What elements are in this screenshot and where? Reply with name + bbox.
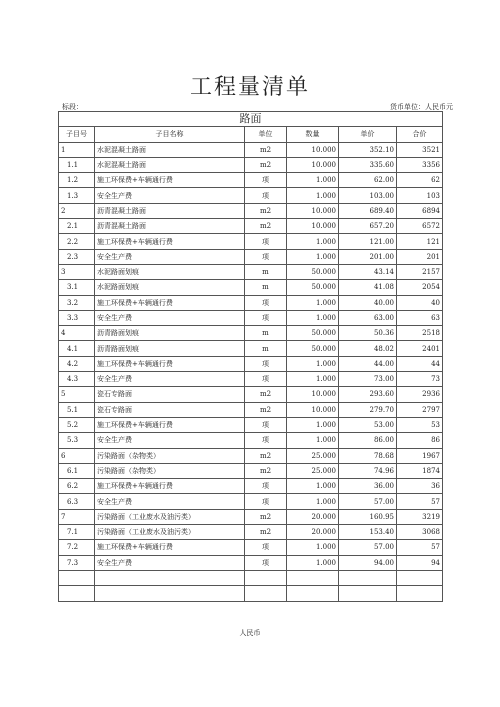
table-row [59, 203, 443, 218]
table-row [59, 310, 443, 325]
cell-item-name: 沥青路面划痕 [95, 326, 245, 341]
cell-item-no: 4.2 [59, 356, 95, 371]
table-row [59, 479, 443, 494]
cell-item-name: 施工环保费+车辆通行费 [95, 173, 245, 188]
cell-item-no: 7.3 [59, 555, 95, 570]
footer-currency: 人民币 [239, 629, 261, 637]
cell-item-name: 施工环保费+车辆通行费 [95, 479, 245, 494]
table-body [59, 142, 443, 601]
cell-unit-price: 86.00 [339, 433, 397, 448]
table-row [59, 341, 443, 356]
cell-unit: 项 [245, 356, 287, 371]
cell-item-no: 3.2 [59, 295, 95, 310]
cell-item-no: 5.3 [59, 433, 95, 448]
cell-item-no: 4.3 [59, 372, 95, 387]
cell-item-no: 1.2 [59, 173, 95, 188]
cell-item-no: 5 [59, 387, 95, 402]
table-section-row [59, 112, 443, 127]
cell-unit-price: 43.14 [339, 264, 397, 279]
cell-unit-price: 41.08 [339, 280, 397, 295]
cell-quantity: 1.000 [287, 417, 339, 432]
cell-item-no [59, 570, 95, 585]
cell-unit: 项 [245, 249, 287, 264]
cell-item-name: 安全生产费 [95, 433, 245, 448]
table-row [59, 509, 443, 524]
cell-item-no: 6 [59, 448, 95, 463]
cell-quantity: 1.000 [287, 372, 339, 387]
cell-unit: 项 [245, 310, 287, 325]
cell-item-no: 4.1 [59, 341, 95, 356]
cell-unit-price: 279.70 [339, 402, 397, 417]
table-row [59, 188, 443, 203]
cell-item-name: 沥青混凝土路面 [95, 219, 245, 234]
table-row [59, 525, 443, 540]
cell-unit-price: 57.00 [339, 540, 397, 555]
cell-total: 40 [397, 295, 443, 310]
cell-item-name: 安全生产费 [95, 372, 245, 387]
cell-total: 73 [397, 372, 443, 387]
cell-item-name [95, 570, 245, 585]
table-row [59, 280, 443, 295]
cell-unit-price: 74.96 [339, 463, 397, 478]
cell-item-name: 安全生产费 [95, 555, 245, 570]
table-row [59, 570, 443, 585]
table-row [59, 295, 443, 310]
cell-item-name: 污染路面（杂物类） [95, 448, 245, 463]
cell-quantity: 10.000 [287, 387, 339, 402]
cell-item-no: 6.2 [59, 479, 95, 494]
cell-unit [245, 586, 287, 601]
cell-unit: 项 [245, 479, 287, 494]
section-label: 标段： [62, 103, 83, 111]
cell-unit-price: 53.00 [339, 417, 397, 432]
cell-unit-price: 657.20 [339, 219, 397, 234]
table-row [59, 219, 443, 234]
cell-item-name: 水泥路面划痕 [95, 280, 245, 295]
cell-quantity: 50.000 [287, 326, 339, 341]
cell-unit-price [339, 586, 397, 601]
cell-unit-price: 335.60 [339, 157, 397, 172]
cell-unit-price: 48.02 [339, 341, 397, 356]
cell-item-name: 施工环保费+车辆通行费 [95, 295, 245, 310]
header-total: 合价 [397, 127, 443, 142]
cell-total: 201 [397, 249, 443, 264]
table-row [59, 448, 443, 463]
cell-item-no: 7 [59, 509, 95, 524]
cell-quantity: 25.000 [287, 463, 339, 478]
cell-unit: m [245, 264, 287, 279]
table-row [59, 157, 443, 172]
cell-total: 1874 [397, 463, 443, 478]
cell-quantity: 25.000 [287, 448, 339, 463]
cell-unit-price: 201.00 [339, 249, 397, 264]
cell-total: 1967 [397, 448, 443, 463]
cell-quantity: 1.000 [287, 479, 339, 494]
table-row [59, 433, 443, 448]
table-row [59, 249, 443, 264]
cell-quantity: 1.000 [287, 555, 339, 570]
cell-unit: m2 [245, 463, 287, 478]
cell-total: 3068 [397, 525, 443, 540]
cell-item-name: 施工环保费+车辆通行费 [95, 417, 245, 432]
cell-total: 53 [397, 417, 443, 432]
cell-total: 2936 [397, 387, 443, 402]
table-row [59, 234, 443, 249]
cell-unit: m2 [245, 387, 287, 402]
cell-quantity: 50.000 [287, 341, 339, 356]
cell-quantity: 10.000 [287, 203, 339, 218]
cell-total: 2518 [397, 326, 443, 341]
cell-item-name: 瓷石专路面 [95, 402, 245, 417]
cell-unit: m [245, 326, 287, 341]
header-item-no: 子目号 [59, 127, 95, 142]
cell-unit-price: 36.00 [339, 479, 397, 494]
cell-quantity: 10.000 [287, 142, 339, 157]
cell-unit: m2 [245, 142, 287, 157]
table-row [59, 463, 443, 478]
cell-unit-price: 121.00 [339, 234, 397, 249]
cell-item-name: 水泥路面划痕 [95, 264, 245, 279]
header-item-name: 子目名称 [95, 127, 245, 142]
cell-unit-price: 62.00 [339, 173, 397, 188]
quantities-table [58, 111, 443, 602]
cell-item-no [59, 586, 95, 601]
cell-total: 2157 [397, 264, 443, 279]
cell-unit: m2 [245, 448, 287, 463]
table-row [59, 326, 443, 341]
cell-quantity: 20.000 [287, 525, 339, 540]
cell-item-name: 污染路面（杂物类） [95, 463, 245, 478]
table-row [59, 540, 443, 555]
cell-total: 3521 [397, 142, 443, 157]
cell-item-no: 5.2 [59, 417, 95, 432]
cell-total: 3219 [397, 509, 443, 524]
cell-unit: 项 [245, 540, 287, 555]
cell-total: 36 [397, 479, 443, 494]
cell-item-name: 施工环保费+车辆通行费 [95, 234, 245, 249]
cell-total: 2401 [397, 341, 443, 356]
cell-unit-price: 44.00 [339, 356, 397, 371]
cell-unit: m [245, 280, 287, 295]
cell-unit-price: 50.36 [339, 326, 397, 341]
currency-label: 货币单位：人民币元 [390, 103, 453, 111]
header-unit: 单位 [245, 127, 287, 142]
cell-unit: m2 [245, 157, 287, 172]
cell-unit: 项 [245, 417, 287, 432]
cell-total: 2054 [397, 280, 443, 295]
cell-quantity: 50.000 [287, 264, 339, 279]
cell-item-name [95, 586, 245, 601]
cell-total: 94 [397, 555, 443, 570]
table-row [59, 173, 443, 188]
cell-unit: 项 [245, 372, 287, 387]
table-row [59, 586, 443, 601]
cell-item-no: 7.1 [59, 525, 95, 540]
cell-unit-price: 689.40 [339, 203, 397, 218]
cell-total: 44 [397, 356, 443, 371]
cell-item-no: 4 [59, 326, 95, 341]
table-row [59, 264, 443, 279]
cell-item-no: 2 [59, 203, 95, 218]
cell-item-no: 3.1 [59, 280, 95, 295]
cell-total: 57 [397, 494, 443, 509]
cell-unit-price: 94.00 [339, 555, 397, 570]
cell-unit-price: 73.00 [339, 372, 397, 387]
cell-unit [245, 570, 287, 585]
cell-quantity: 1.000 [287, 249, 339, 264]
cell-quantity [287, 570, 339, 585]
cell-unit-price: 103.00 [339, 188, 397, 203]
table-header-row [59, 127, 443, 142]
cell-item-no: 2.2 [59, 234, 95, 249]
cell-quantity: 1.000 [287, 433, 339, 448]
table-row [59, 387, 443, 402]
cell-unit: 项 [245, 188, 287, 203]
cell-total [397, 570, 443, 585]
cell-unit-price: 78.68 [339, 448, 397, 463]
cell-item-no: 1.3 [59, 188, 95, 203]
cell-quantity: 1.000 [287, 310, 339, 325]
cell-quantity: 1.000 [287, 173, 339, 188]
cell-item-no: 3 [59, 264, 95, 279]
cell-item-no: 6.3 [59, 494, 95, 509]
cell-item-name: 污染路面（工业废水及油污类） [95, 509, 245, 524]
header-quantity: 数量 [287, 127, 339, 142]
cell-quantity: 1.000 [287, 234, 339, 249]
cell-quantity [287, 586, 339, 601]
cell-unit: m [245, 341, 287, 356]
cell-total: 6894 [397, 203, 443, 218]
cell-quantity: 10.000 [287, 402, 339, 417]
cell-unit-price [339, 570, 397, 585]
table-row [59, 356, 443, 371]
cell-unit: 项 [245, 555, 287, 570]
cell-unit: 项 [245, 173, 287, 188]
cell-total: 6572 [397, 219, 443, 234]
cell-item-name: 瓷石专路面 [95, 387, 245, 402]
cell-total [397, 586, 443, 601]
cell-total: 103 [397, 188, 443, 203]
cell-item-name: 沥青混凝土路面 [95, 203, 245, 218]
cell-item-name: 水泥混凝土路面 [95, 157, 245, 172]
cell-quantity: 20.000 [287, 509, 339, 524]
table-row [59, 402, 443, 417]
cell-unit: m2 [245, 219, 287, 234]
cell-item-name: 水泥混凝土路面 [95, 142, 245, 157]
cell-item-name: 安全生产费 [95, 494, 245, 509]
document-title: 工程量清单 [189, 75, 310, 100]
table-row [59, 417, 443, 432]
table-row [59, 142, 443, 157]
cell-quantity: 1.000 [287, 295, 339, 310]
table-row [59, 494, 443, 509]
cell-item-no: 2.1 [59, 219, 95, 234]
cell-quantity: 50.000 [287, 280, 339, 295]
cell-item-name: 施工环保费+车辆通行费 [95, 356, 245, 371]
cell-unit-price: 160.95 [339, 509, 397, 524]
cell-unit: m2 [245, 525, 287, 540]
cell-item-no: 6.1 [59, 463, 95, 478]
cell-item-name: 安全生产费 [95, 249, 245, 264]
cell-total: 62 [397, 173, 443, 188]
cell-total: 86 [397, 433, 443, 448]
cell-item-no: 7.2 [59, 540, 95, 555]
cell-unit-price: 57.00 [339, 494, 397, 509]
cell-quantity: 10.000 [287, 157, 339, 172]
cell-unit: 项 [245, 494, 287, 509]
cell-item-name: 施工环保费+车辆通行费 [95, 540, 245, 555]
cell-unit-price: 153.40 [339, 525, 397, 540]
cell-item-no: 1.1 [59, 157, 95, 172]
cell-item-name: 污染路面（工业废水及油污类） [95, 525, 245, 540]
cell-unit: 项 [245, 433, 287, 448]
cell-unit: m2 [245, 203, 287, 218]
table-row [59, 372, 443, 387]
cell-unit: m2 [245, 509, 287, 524]
cell-total: 57 [397, 540, 443, 555]
cell-unit: 项 [245, 295, 287, 310]
cell-item-name: 安全生产费 [95, 310, 245, 325]
cell-unit-price: 40.00 [339, 295, 397, 310]
table-section-title: 路面 [59, 112, 443, 127]
cell-total: 3356 [397, 157, 443, 172]
cell-item-no: 3.3 [59, 310, 95, 325]
cell-quantity: 1.000 [287, 540, 339, 555]
cell-unit-price: 63.00 [339, 310, 397, 325]
cell-total: 63 [397, 310, 443, 325]
cell-item-no: 1 [59, 142, 95, 157]
cell-quantity: 1.000 [287, 356, 339, 371]
cell-item-name: 沥青路面划痕 [95, 341, 245, 356]
cell-unit-price: 293.60 [339, 387, 397, 402]
cell-quantity: 1.000 [287, 494, 339, 509]
cell-item-no: 2.3 [59, 249, 95, 264]
cell-total: 2797 [397, 402, 443, 417]
cell-total: 121 [397, 234, 443, 249]
cell-quantity: 1.000 [287, 188, 339, 203]
cell-item-no: 5.1 [59, 402, 95, 417]
cell-quantity: 10.000 [287, 219, 339, 234]
table-row [59, 555, 443, 570]
header-unit-price: 单价 [339, 127, 397, 142]
cell-unit: 项 [245, 234, 287, 249]
cell-unit: m2 [245, 402, 287, 417]
cell-item-name: 安全生产费 [95, 188, 245, 203]
cell-unit-price: 352.10 [339, 142, 397, 157]
